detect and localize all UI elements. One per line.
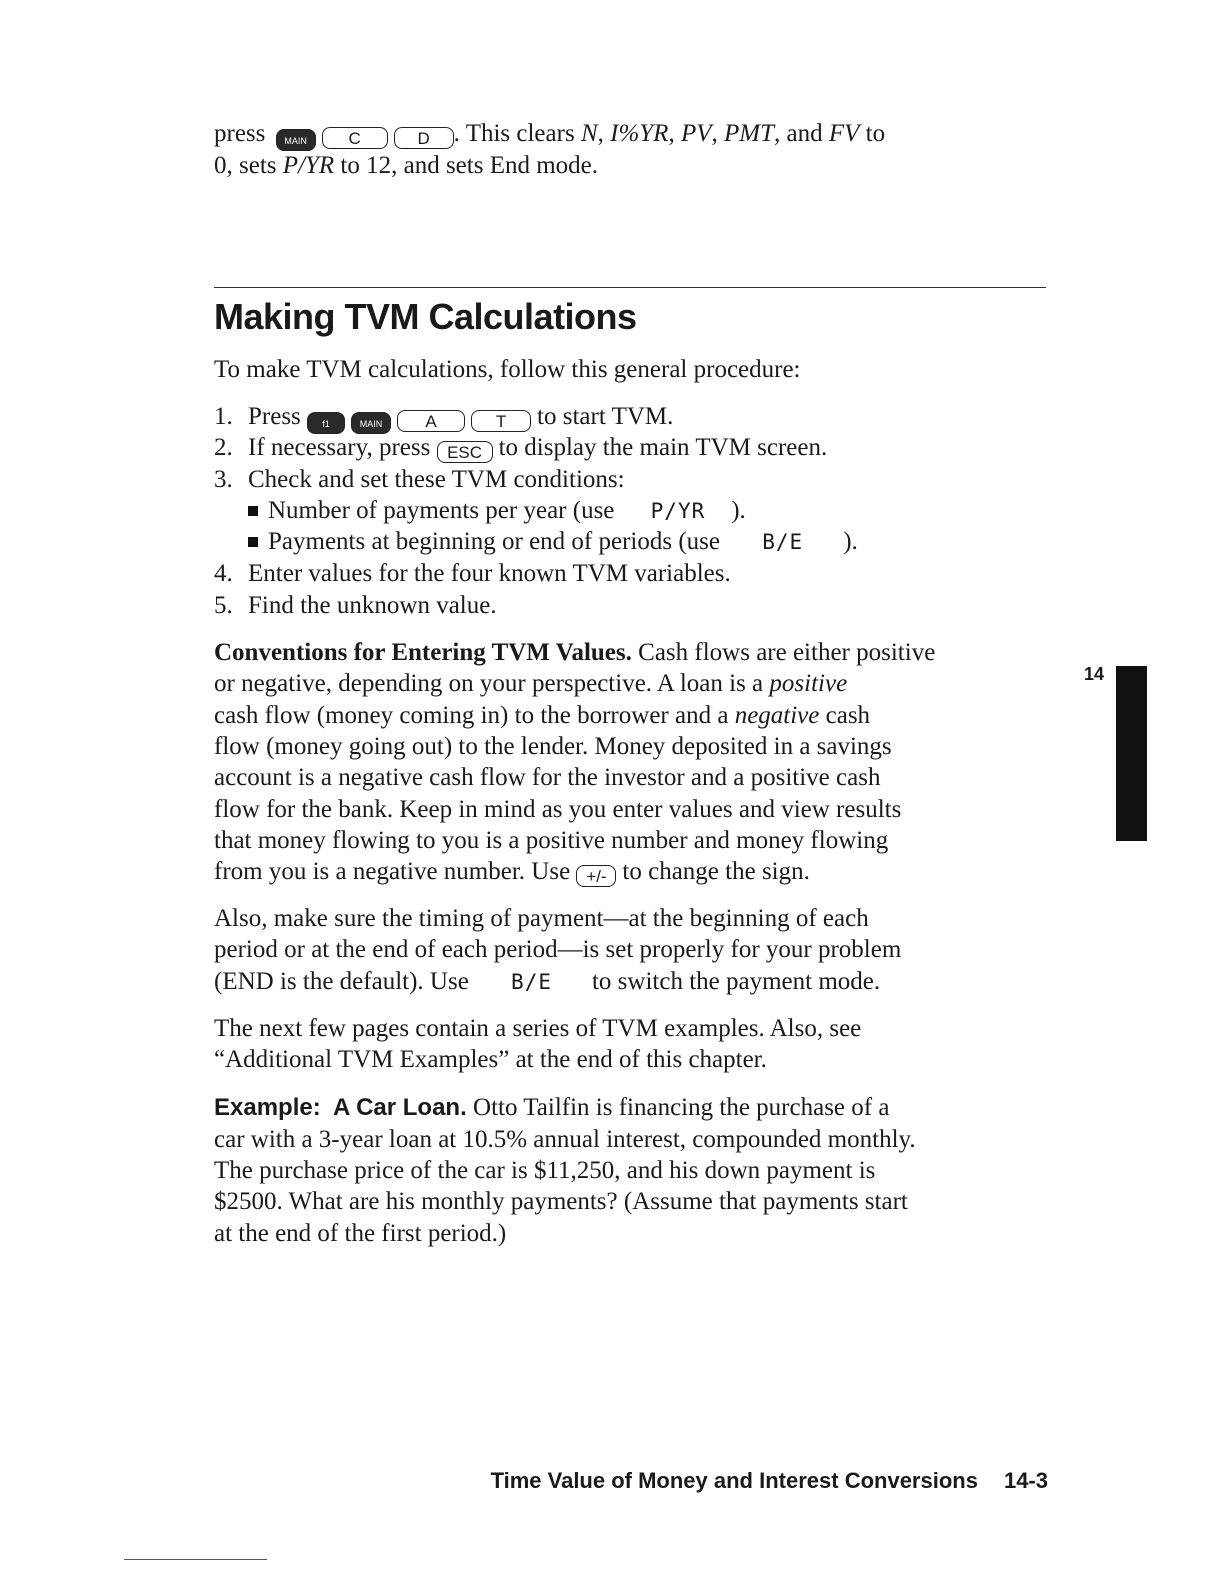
step-text: Find the unknown value.: [248, 592, 497, 619]
sep: ,: [668, 120, 681, 147]
conventions-line-1: [214, 639, 935, 667]
conventions-line-6: flow for the bank. Keep in mind as you enter values and view results: [214, 796, 902, 823]
timing-line-2: period or at the end of each period—is set properly for your problem: [214, 936, 902, 963]
next-line-1: The next few pages contain a series of TVM examples. Also, see: [214, 1015, 862, 1042]
emphasis-negative: negative: [734, 702, 820, 729]
change-sign-key: +/-: [576, 865, 616, 887]
main-menu-key: MAIN: [276, 129, 316, 151]
var-pyr: P/YR: [282, 152, 335, 179]
conventions-heading: Conventions for Entering TVM Values.: [214, 639, 632, 666]
step-5: [214, 592, 497, 620]
paragraph-text: (END is the default). Use: [214, 968, 469, 995]
c-key: C: [322, 127, 388, 149]
step-text: Check and set these TVM conditions:: [248, 466, 625, 493]
intro-line-1: [214, 120, 885, 151]
intro-line2-text-end: to 12, and sets End mode.: [334, 152, 599, 179]
chapter-tab-number: 14: [1084, 664, 1105, 684]
example-line-5: at the end of the first period.): [214, 1220, 507, 1247]
example-line-3: The purchase price of the car is $11,250, and his down payment is: [214, 1157, 876, 1184]
conventions-line-7: that money flowing to you is a positive number and money flowing: [214, 827, 889, 854]
paragraph-text: or negative, depending on your perspective. A loan is a: [214, 670, 770, 697]
conventions-line-8: [214, 858, 810, 887]
intro-text: . This clears: [453, 120, 581, 147]
sep: , and: [774, 120, 829, 147]
step-number: 4.: [214, 560, 233, 587]
var-iyr: I%YR: [610, 120, 669, 147]
timing-line-1: Also, make sure the timing of payment—at the beginning of each: [214, 905, 869, 932]
t-key: T: [471, 410, 531, 432]
section-rule: [214, 287, 1046, 288]
example-line-4: $2500. What are his monthly payments? (Assume that payments start: [214, 1188, 908, 1215]
esc-key: ESC: [437, 441, 493, 463]
step-2: [214, 434, 827, 463]
paragraph-text: from you is a negative number. Use: [214, 858, 571, 885]
var-pmt: PMT: [724, 120, 774, 147]
next-line-2: “Additional TVM Examples” at the end of this chapter.: [214, 1046, 767, 1073]
conventions-line-5: account is a negative cash flow for the investor and a positive cash: [214, 764, 881, 791]
bullet-text: Number of payments per year (use: [268, 497, 615, 524]
d-key: D: [394, 127, 454, 149]
paragraph-text: to change the sign.: [622, 858, 810, 885]
a-key: A: [397, 410, 465, 432]
paragraph-text: Cash flows are either positive: [631, 639, 936, 666]
var-fv: FV: [828, 120, 860, 147]
menu-label-be: B/E: [511, 970, 552, 994]
step-3: [214, 466, 625, 494]
example-title: A Car Loan.: [332, 1094, 467, 1121]
emphasis-positive: positive: [769, 670, 848, 697]
step-text: to display the main TVM screen.: [498, 434, 828, 461]
step-number: 5.: [214, 592, 233, 619]
example-line-1: [214, 1094, 889, 1122]
paragraph-text: Otto Tailfin is financing the purchase of a: [466, 1094, 890, 1121]
page-footer: [491, 1468, 1048, 1494]
footer-chapter-title: Time Value of Money and Interest Conversions: [490, 1468, 978, 1493]
section-title: Making TVM Calculations: [214, 296, 637, 337]
step-text: If necessary, press: [248, 434, 431, 461]
timing-line-3: [214, 968, 880, 996]
conventions-line-3: [214, 702, 870, 730]
intro-line-2: [214, 152, 598, 180]
step-text: to start TVM.: [537, 403, 674, 430]
bullet-text: ).: [843, 528, 858, 555]
bullet-text: ).: [731, 497, 746, 524]
step-4: [214, 560, 731, 588]
bullet-1: [244, 497, 746, 525]
var-pv: PV: [680, 120, 712, 147]
step-1: [214, 403, 673, 434]
sep: ,: [711, 120, 724, 147]
main-menu-key: MAIN: [351, 412, 391, 434]
conventions-line-4: flow (money going out) to the lender. Money deposited in a savings: [214, 733, 892, 760]
bullet-icon: [248, 537, 258, 547]
sep: ,: [597, 120, 611, 147]
section-lead: To make TVM calculations, follow this general procedure:: [214, 356, 801, 383]
var-n: N: [580, 120, 598, 147]
bullet-text: Payments at beginning or end of periods (use: [268, 528, 720, 555]
intro-press-text: press: [214, 120, 266, 147]
paragraph-text: to switch the payment mode.: [591, 968, 881, 995]
step-text: Enter values for the four known TVM variables.: [248, 560, 731, 587]
shift-key: f1: [307, 412, 345, 434]
conventions-line-2: [214, 670, 847, 698]
chapter-tab-marker: [1116, 666, 1147, 841]
bullet-icon: [248, 506, 258, 516]
menu-label-pyr: P/YR: [650, 499, 706, 523]
menu-label-be: B/E: [762, 530, 804, 554]
example-line-2: car with a 3-year loan at 10.5% annual interest, compounded monthly.: [214, 1126, 916, 1153]
footer-page-number: 14-3: [1003, 1468, 1048, 1493]
sep: to: [859, 120, 886, 147]
step-number: 1.: [214, 403, 233, 430]
step-text: Press: [248, 403, 301, 430]
intro-line2-text: 0, sets: [214, 152, 283, 179]
bottom-divider: [124, 1559, 267, 1560]
paragraph-text: cash flow (money coming in) to the borrower and a: [214, 702, 735, 729]
step-number: 2.: [214, 434, 233, 461]
bullet-2: [244, 528, 858, 556]
example-label: Example:: [214, 1094, 321, 1121]
paragraph-text: cash: [819, 702, 871, 729]
step-number: 3.: [214, 466, 233, 493]
